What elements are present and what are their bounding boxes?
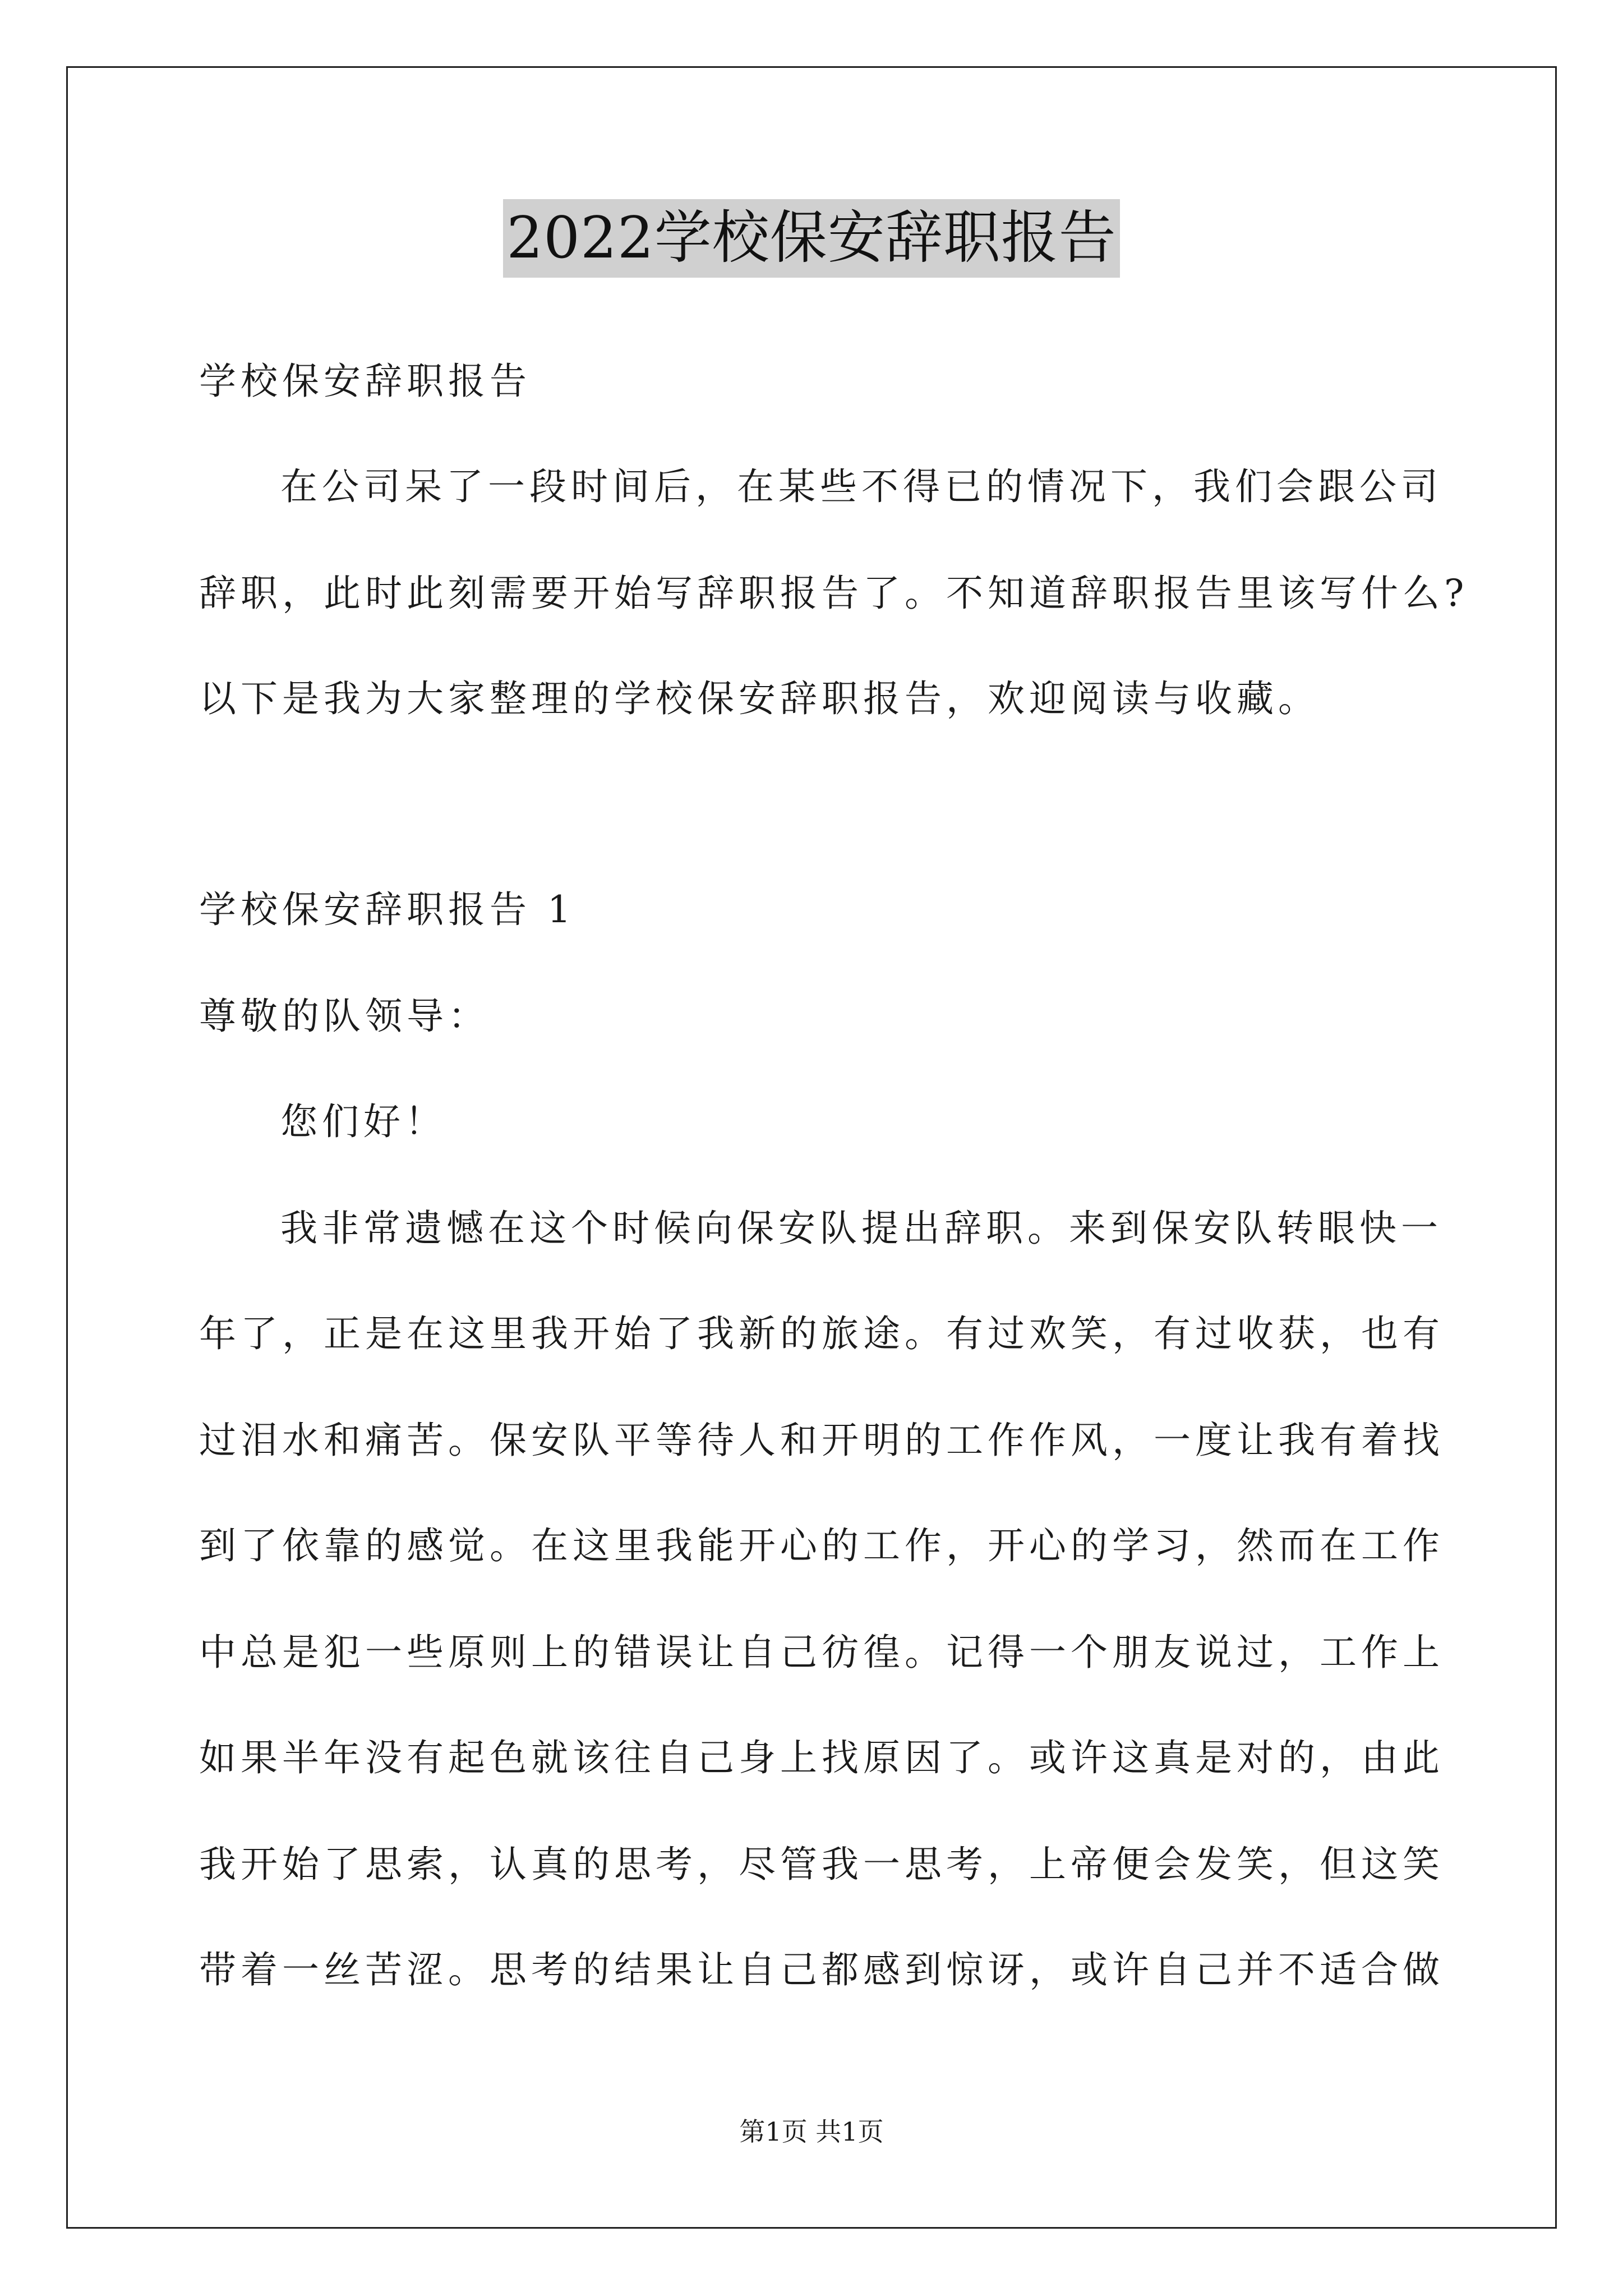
body-line: 我开始了思索，认真的思考，尽管我一思考，上帝便会发笑，但这笑 <box>199 1843 1444 1886</box>
title-container <box>0 199 1623 278</box>
page-footer: 第1页 共1页 <box>739 2116 884 2147</box>
greeting: 您们好！ <box>280 1100 446 1143</box>
salutation: 尊敬的队领导： <box>199 995 490 1038</box>
body-line: 我非常遗憾在这个时候向保安队提出辞职。来到保安队转眼快一 <box>280 1207 1442 1250</box>
intro-line: 以下是我为大家整理的学校保安辞职报告，欢迎阅读与收藏。 <box>199 677 1320 720</box>
intro-line: 辞职，此时此刻需要开始写辞职报告了。不知道辞职报告里该写什么? <box>199 572 1469 615</box>
body-line: 如果半年没有起色就该往自己身上找原因了。或许这真是对的，由此 <box>199 1736 1444 1779</box>
body-line: 过泪水和痛苦。保安队平等待人和开明的工作作风，一度让我有着找 <box>199 1419 1444 1462</box>
body-line: 到了依靠的感觉。在这里我能开心的工作，开心的学习，然而在工作 <box>199 1524 1444 1567</box>
section-heading: 学校保安辞职报告 1 <box>199 888 575 931</box>
body-line: 年了，正是在这里我开始了我新的旅途。有过欢笑，有过收获，也有 <box>199 1312 1444 1355</box>
intro-line: 在公司呆了一段时间后，在某些不得已的情况下，我们会跟公司 <box>280 465 1442 508</box>
body-line: 带着一丝苦涩。思考的结果让自己都感到惊讶，或许自己并不适合做 <box>199 1948 1444 1991</box>
body-line: 中总是犯一些原则上的错误让自己彷徨。记得一个朋友说过，工作上 <box>199 1631 1444 1674</box>
subtitle: 学校保安辞职报告 <box>199 360 531 403</box>
document-title: 2022学校保安辞职报告 <box>503 199 1120 278</box>
